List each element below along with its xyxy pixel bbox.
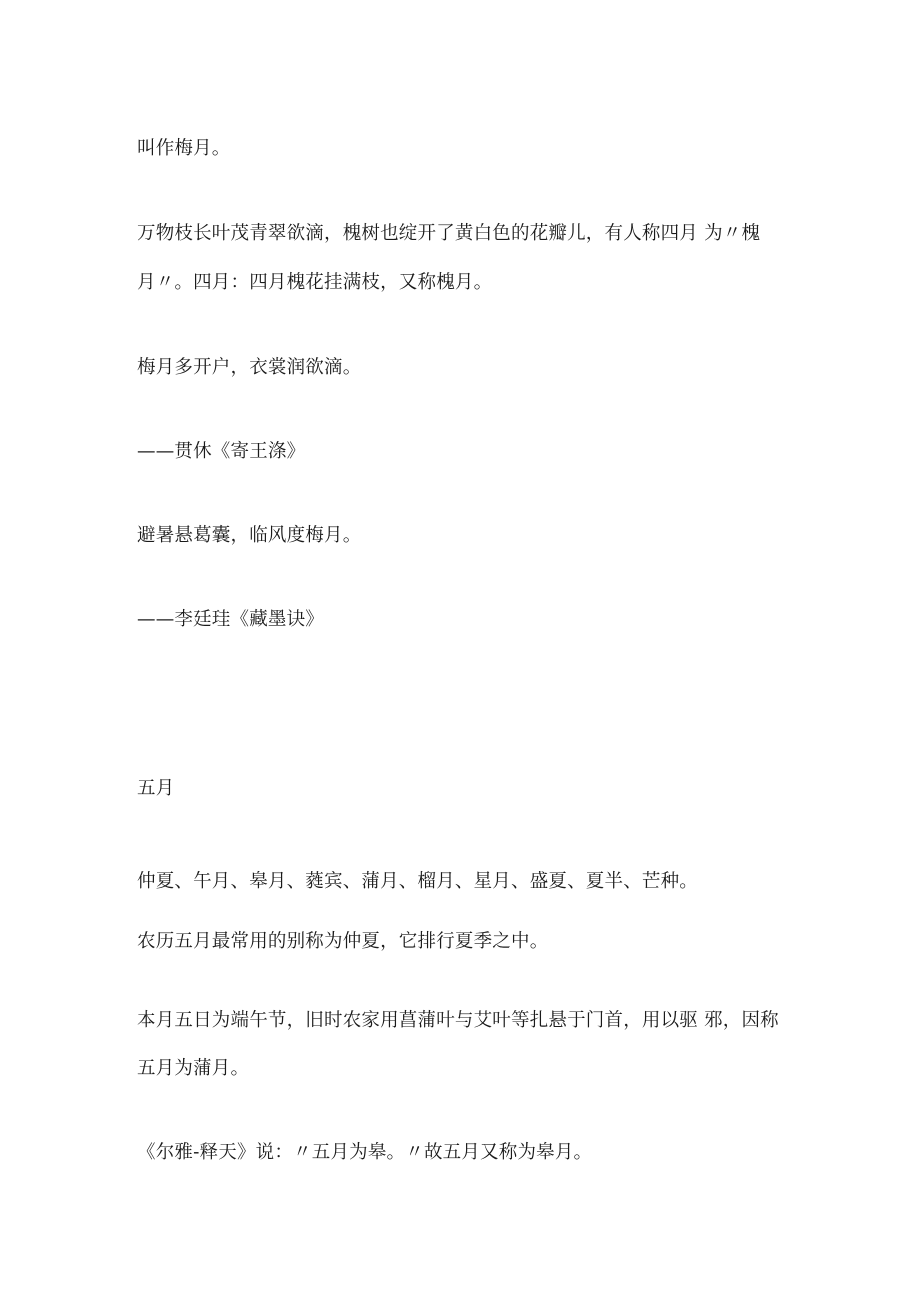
poem-attribution-li-tinggui: ——李廷珪《藏墨诀》	[137, 609, 325, 630]
paragraph-huaiyue-line-2: 月〃。四月：四月槐花挂满枝，又称槐月。	[137, 272, 493, 293]
paragraph-puyue-line-2: 五月为蒲月。	[137, 1058, 250, 1079]
poem-line-li-tinggui: 避暑悬葛囊，临风度梅月。	[137, 525, 362, 546]
paragraph-puyue-line-1: 本月五日为端午节，旧时农家用菖蒲叶与艾叶等扎悬于门首，用以驱 邪，因称	[137, 1010, 779, 1031]
paragraph-zhongxia: 农历五月最常用的别称为仲夏，它排行夏季之中。	[137, 931, 549, 952]
fifth-month-aliases: 仲夏、午月、皋月、蕤宾、蒲月、榴月、星月、盛夏、夏半、芒种。	[137, 871, 699, 892]
paragraph-meiyue-ending: 叫作梅月。	[137, 138, 231, 159]
poem-line-guanxiu: 梅月多开户，衣裳润欲滴。	[137, 357, 362, 378]
paragraph-gaoyue: 《尔雅-释天》说：〃五月为皋。〃故五月又称为皋月。	[137, 1142, 593, 1163]
poem-attribution-guanxiu: ——贯休《寄王涤》	[137, 441, 306, 462]
section-heading-fifth-month: 五月	[137, 778, 175, 799]
paragraph-huaiyue-line-1: 万物枝长叶茂青翠欲滴，槐树也绽开了黄白色的花瓣儿，有人称四月 为〃槐	[137, 223, 761, 244]
